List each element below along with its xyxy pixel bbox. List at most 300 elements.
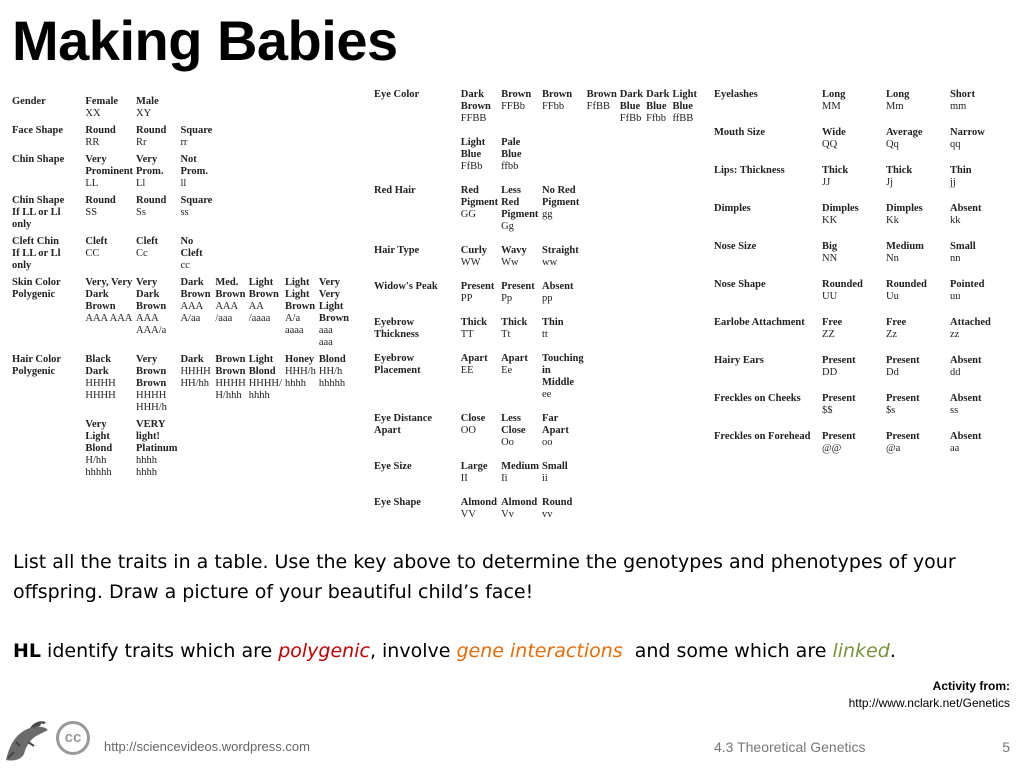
- trait-option: [461, 413, 501, 449]
- trait-option: [136, 236, 180, 272]
- trait-option: [501, 245, 542, 269]
- trait-option: [461, 461, 501, 485]
- trait-row: [374, 137, 700, 173]
- phenotype: Average: [886, 127, 923, 138]
- phenotype: Dark Blue: [619, 89, 644, 112]
- trait-option: [501, 281, 542, 305]
- phenotype: Red Pigment: [460, 185, 499, 208]
- row-spacer: [714, 227, 1014, 241]
- trait-row: [12, 419, 352, 479]
- trait-name-text: Freckles on Cheeks: [714, 393, 801, 404]
- genotype: mm: [950, 101, 967, 112]
- row-spacer: [374, 173, 700, 185]
- phenotype: Thick: [822, 165, 849, 176]
- trait-option: [886, 89, 950, 113]
- phenotype: Short: [950, 89, 976, 100]
- genotype: AA /aaaa: [248, 301, 271, 324]
- trait-name-text: Red Hair: [374, 185, 416, 196]
- hl-text-2: , involve: [369, 640, 457, 662]
- activity-credit: [849, 678, 1010, 712]
- hl-text-1: identify traits which are: [41, 640, 279, 662]
- trait-name-text: Face Shape: [12, 125, 64, 136]
- trait-option: [950, 127, 1014, 151]
- trait-row: [714, 241, 1014, 265]
- trait-note: If LL or Ll only: [12, 207, 61, 230]
- phenotype: Narrow: [950, 127, 985, 138]
- trait-option: [822, 127, 886, 151]
- genotype: aa: [950, 443, 960, 454]
- trait-option: [180, 195, 215, 231]
- phenotype: Light Blue: [672, 89, 697, 112]
- phenotype: Less Close: [501, 413, 526, 436]
- trait-option: [461, 137, 501, 173]
- hl-label: HL: [13, 640, 42, 662]
- trait-row: [12, 236, 352, 272]
- trait-name-text: Gender: [12, 96, 46, 107]
- genotype: Ii: [501, 473, 508, 484]
- trait-option: [822, 165, 886, 189]
- trait-option: [85, 125, 136, 149]
- genotype: Rr: [136, 137, 147, 148]
- phenotype: Less Red Pigment: [501, 185, 539, 220]
- phenotype: Male: [136, 96, 159, 107]
- genotype: LL: [85, 178, 99, 189]
- phenotype: Present: [501, 281, 535, 292]
- trait-option: [822, 241, 886, 265]
- trait-option: [501, 317, 542, 341]
- trait-name: [374, 281, 461, 305]
- trait-name: [714, 393, 822, 417]
- trait-option: [886, 127, 950, 151]
- trait-option: [461, 245, 501, 269]
- phenotype: Absent: [950, 355, 982, 366]
- trait-name: [714, 165, 822, 189]
- trait-row: [374, 353, 700, 401]
- trait-option: [85, 236, 136, 272]
- page-number: 5: [1002, 739, 1010, 755]
- genotype: ZZ: [822, 329, 835, 340]
- trait-option: [886, 241, 950, 265]
- trait-name: [374, 89, 461, 125]
- gene-interactions-term: gene interactions: [456, 640, 623, 662]
- trait-option: [136, 354, 180, 414]
- genotype: FfBb: [460, 161, 483, 172]
- trait-name: [374, 461, 461, 485]
- genotype: FFBB: [460, 113, 487, 124]
- trait-name: [714, 317, 822, 341]
- trait-row: [374, 497, 700, 521]
- genotype: SS: [85, 207, 98, 218]
- trait-option: [136, 419, 180, 479]
- row-spacer: [374, 233, 700, 245]
- row-spacer: [374, 521, 700, 533]
- trait-row: [714, 393, 1014, 417]
- genotype: Ww: [501, 257, 519, 268]
- trait-option: [542, 461, 587, 485]
- phenotype: Long: [886, 89, 910, 100]
- genotype: oo: [542, 437, 553, 448]
- trait-option: [461, 281, 501, 305]
- phenotype: Blond: [318, 354, 346, 365]
- trait-option: [886, 203, 950, 227]
- genotype: Uu: [886, 291, 899, 302]
- phenotype: Round: [542, 497, 573, 508]
- genotype: Gg: [501, 221, 514, 232]
- row-spacer: [12, 479, 352, 484]
- trait-option: [461, 185, 501, 233]
- phenotype: Apart: [460, 353, 488, 364]
- genotype: FFBb: [501, 101, 526, 112]
- trait-name: [714, 241, 822, 265]
- genotype: VV: [460, 509, 476, 520]
- genotype: ffbb: [501, 161, 519, 172]
- polygenic-term: polygenic: [278, 640, 370, 662]
- trait-name-text: Chin Shape: [12, 195, 65, 206]
- genotype: zz: [950, 329, 960, 340]
- genotype: Qq: [886, 139, 899, 150]
- row-spacer: [374, 269, 700, 281]
- phenotype: Dark Brown: [180, 277, 211, 300]
- genotype: XX: [85, 108, 101, 119]
- trait-row: [374, 413, 700, 449]
- genotype: Dd: [886, 367, 899, 378]
- trait-option: [501, 413, 542, 449]
- trait-option: [542, 89, 587, 125]
- trait-name-text: Hair Type: [374, 245, 420, 256]
- phenotype: Long: [822, 89, 846, 100]
- row-spacer: [374, 341, 700, 353]
- genotype: kk: [950, 215, 961, 226]
- instructions: List all the traits in a table. Use the key above to determine the genotypes and phenotypes of your offspring. Draw a picture of your beautiful child’s face!: [13, 551, 956, 603]
- trait-row: [714, 317, 1014, 341]
- trait-option: [620, 89, 646, 125]
- trait-name: [374, 497, 461, 521]
- row-spacer: [714, 417, 1014, 431]
- phenotype: Very Prominent: [85, 154, 134, 177]
- phenotype: Rounded: [886, 279, 927, 290]
- trait-name: [714, 431, 822, 455]
- genotype: ss: [950, 405, 959, 416]
- row-spacer: [714, 303, 1014, 317]
- trait-option: [950, 279, 1014, 303]
- trait-name-text: Lips: Thickness: [714, 165, 785, 176]
- phenotype: Touching in Middle: [542, 353, 584, 388]
- row-spacer: [374, 449, 700, 461]
- trait-option: [180, 277, 215, 349]
- genotype: AAA AAA: [85, 313, 133, 324]
- phenotype: Brown Brown: [215, 354, 246, 377]
- trait-option: [136, 125, 180, 149]
- genotype: aaa aaa: [318, 325, 333, 348]
- phenotype: Big: [822, 241, 838, 252]
- trait-name-text: Eye Distance: [374, 413, 433, 424]
- phenotype: Straight: [542, 245, 579, 256]
- genotype: Jj: [886, 177, 894, 188]
- trait-note: If LL or Ll only: [12, 248, 61, 271]
- trait-name-text: Hairy Ears: [714, 355, 764, 366]
- trait-option: [85, 277, 136, 349]
- trait-name-text: Mouth Size: [714, 127, 766, 138]
- credit-label: Activity from:: [932, 679, 1010, 693]
- genotype: WW: [460, 257, 481, 268]
- row-spacer: [714, 455, 1014, 469]
- trait-option: [85, 195, 136, 231]
- genotype: Tt: [501, 329, 511, 340]
- trait-option: [886, 279, 950, 303]
- trait-key-middle: [374, 89, 700, 533]
- genotype: tt: [542, 329, 548, 340]
- trait-note: Apart: [374, 425, 401, 436]
- trait-option: [950, 203, 1014, 227]
- trait-name-text: Chin Shape: [12, 154, 65, 165]
- phenotype: Light Light Brown: [284, 277, 316, 312]
- trait-row: [714, 431, 1014, 455]
- trait-row: [12, 277, 352, 349]
- genotype: Cc: [136, 248, 148, 259]
- phenotype: Round: [136, 125, 167, 136]
- footer-url[interactable]: http://sciencevideos.wordpress.com: [104, 739, 310, 754]
- trait-name: [714, 355, 822, 379]
- genotype: dd: [950, 367, 961, 378]
- phenotype: Thick: [501, 317, 528, 328]
- row-spacer: [374, 401, 700, 413]
- phenotype: Close: [460, 413, 486, 424]
- footer-topic: 4.3 Theoretical Genetics: [714, 739, 866, 755]
- row-spacer: [714, 113, 1014, 127]
- trait-option: [542, 413, 587, 449]
- phenotype: Attached: [950, 317, 991, 328]
- genotype: nn: [950, 253, 961, 264]
- phenotype: Apart: [501, 353, 528, 364]
- genotype: EE: [460, 365, 474, 376]
- trait-option: [886, 393, 950, 417]
- phenotype: Very Light Blond: [85, 419, 113, 454]
- trait-option: [85, 419, 136, 479]
- trait-key-left: [12, 96, 352, 484]
- trait-row: [714, 127, 1014, 151]
- trait-name-text: Hair Color Polygenic: [12, 354, 61, 377]
- genotype: gg: [542, 209, 553, 220]
- genotype: @@: [822, 443, 842, 454]
- trait-option: [950, 431, 1014, 455]
- phenotype: Wavy: [501, 245, 527, 256]
- phenotype: Black Dark: [85, 354, 112, 377]
- trait-option: [285, 277, 319, 349]
- trait-name: [374, 413, 461, 449]
- page-title: Making Babies: [12, 9, 398, 72]
- phenotype: Far Apart: [542, 413, 569, 436]
- trait-name: [12, 354, 85, 414]
- phenotype: Female: [85, 96, 119, 107]
- phenotype: Pale Blue: [501, 137, 522, 160]
- trait-option: [180, 154, 215, 190]
- phenotype: VERY light! Platinum: [136, 419, 178, 454]
- trait-option: [319, 354, 352, 414]
- genotype: A/a aaaa: [284, 313, 304, 336]
- trait-row: [12, 354, 352, 414]
- genotype: FFbb: [542, 101, 565, 112]
- genotype: QQ: [822, 139, 838, 150]
- trait-name: [374, 137, 461, 173]
- trait-option: [249, 354, 285, 414]
- genotype: FfBB: [586, 101, 610, 112]
- genotype: Ffbb: [646, 113, 666, 124]
- genotype: NN: [822, 253, 838, 264]
- trait-option: [136, 154, 180, 190]
- trait-option: [461, 497, 501, 521]
- trait-option: [501, 461, 542, 485]
- trait-option: [249, 277, 285, 349]
- row-spacer: [714, 265, 1014, 279]
- phenotype: Dark Brown: [460, 89, 491, 112]
- phenotype: Round: [85, 125, 116, 136]
- trait-key-right: [714, 89, 1014, 469]
- trait-option: [215, 354, 248, 414]
- hl-text-4: .: [889, 640, 896, 662]
- lizard-logo-icon: [0, 712, 56, 768]
- genotype: ss: [180, 207, 189, 218]
- trait-name-text: Cleft Chin: [12, 236, 59, 247]
- phenotype: Thin: [542, 317, 564, 328]
- trait-option: [950, 393, 1014, 417]
- genotype: Mm: [886, 101, 904, 112]
- credit-link[interactable]: http://www.nclark.net/Genetics: [848, 696, 1010, 710]
- trait-name: [714, 89, 822, 113]
- trait-name-text: Nose Shape: [714, 279, 766, 290]
- trait-option: [542, 353, 587, 401]
- trait-name-text: Dimples: [714, 203, 751, 214]
- genotype: vv: [542, 509, 553, 520]
- phenotype: Thin: [950, 165, 972, 176]
- phenotype: Brown: [501, 89, 532, 100]
- trait-option: [542, 281, 587, 305]
- phenotype: Present: [822, 431, 856, 442]
- phenotype: Almond: [460, 497, 497, 508]
- genotype: XY: [136, 108, 152, 119]
- trait-option: [587, 89, 620, 125]
- row-spacer: [374, 485, 700, 497]
- trait-option: [950, 355, 1014, 379]
- row-spacer: [374, 305, 700, 317]
- genotype: UU: [822, 291, 838, 302]
- trait-row: [714, 203, 1014, 227]
- trait-option: [886, 165, 950, 189]
- trait-option: [672, 89, 700, 125]
- genotype: DD: [822, 367, 838, 378]
- trait-option: [501, 185, 542, 233]
- genotype: GG: [460, 209, 476, 220]
- genotype: TT: [460, 329, 474, 340]
- genotype: KK: [822, 215, 838, 226]
- genotype: Nn: [886, 253, 899, 264]
- trait-name: [12, 154, 85, 190]
- phenotype: Present: [886, 431, 920, 442]
- trait-option: [180, 354, 215, 414]
- phenotype: Round: [136, 195, 167, 206]
- trait-option: [822, 393, 886, 417]
- genotype: Zz: [886, 329, 898, 340]
- trait-option: [886, 317, 950, 341]
- trait-row: [12, 96, 352, 120]
- row-spacer: [714, 151, 1014, 165]
- trait-option: [461, 89, 501, 125]
- phenotype: No Cleft: [180, 236, 203, 259]
- genotype: ii: [542, 473, 548, 484]
- trait-name: [374, 185, 461, 233]
- trait-option: [822, 355, 886, 379]
- phenotype: Present: [460, 281, 495, 292]
- genotype: JJ: [822, 177, 831, 188]
- trait-row: [714, 279, 1014, 303]
- trait-name: [714, 127, 822, 151]
- trait-option: [501, 89, 542, 125]
- genotype: uu: [950, 291, 961, 302]
- trait-option: [501, 353, 542, 401]
- phenotype: Free: [886, 317, 907, 328]
- trait-option: [501, 137, 542, 173]
- trait-row: [374, 185, 700, 233]
- genotype: Pp: [501, 293, 513, 304]
- phenotype: Almond: [501, 497, 538, 508]
- trait-row: [12, 195, 352, 231]
- phenotype: Absent: [950, 431, 982, 442]
- genotype: Vv: [501, 509, 514, 520]
- genotype: ll: [180, 178, 187, 189]
- phenotype: Thick: [886, 165, 913, 176]
- phenotype: Light Blue: [460, 137, 486, 160]
- trait-option: [822, 279, 886, 303]
- trait-row: [714, 89, 1014, 113]
- phenotype: Dark Blue: [646, 89, 670, 112]
- trait-name-text: Skin Color Polygenic: [12, 277, 61, 300]
- row-spacer: [714, 341, 1014, 355]
- phenotype: Large: [460, 461, 488, 472]
- phenotype: Present: [822, 393, 856, 404]
- trait-option: [215, 277, 248, 349]
- genotype: qq: [950, 139, 961, 150]
- trait-option: [542, 245, 587, 269]
- trait-name-text: Eye Shape: [374, 497, 421, 508]
- genotype: $s: [886, 405, 896, 416]
- trait-option: [542, 497, 587, 521]
- phenotype: Rounded: [822, 279, 863, 290]
- trait-name: [12, 195, 85, 231]
- trait-row: [374, 245, 700, 269]
- genotype: CC: [85, 248, 100, 259]
- genotype: AAA /aaa: [215, 301, 238, 324]
- phenotype: Very, Very Dark Brown: [85, 277, 133, 312]
- trait-option: [950, 89, 1014, 113]
- phenotype: Absent: [542, 281, 574, 292]
- phenotype: No Red Pigment: [542, 185, 580, 208]
- phenotype: Pointed: [950, 279, 985, 290]
- trait-option: [136, 195, 180, 231]
- phenotype: Med. Brown: [215, 277, 246, 300]
- trait-name-text: Eyelashes: [714, 89, 758, 100]
- genotype: HHHH HH/hh: [180, 366, 211, 389]
- genotype: hhhh hhhh: [136, 455, 158, 478]
- genotype: Oo: [501, 437, 514, 448]
- phenotype: Brown: [542, 89, 573, 100]
- trait-option: [950, 317, 1014, 341]
- phenotype: Small: [950, 241, 976, 252]
- trait-row: [374, 281, 700, 305]
- genotype: cc: [180, 260, 190, 271]
- genotype: Ee: [501, 365, 513, 376]
- row-spacer: [714, 189, 1014, 203]
- phenotype: Brown: [586, 89, 617, 100]
- trait-name-text: Nose Size: [714, 241, 757, 252]
